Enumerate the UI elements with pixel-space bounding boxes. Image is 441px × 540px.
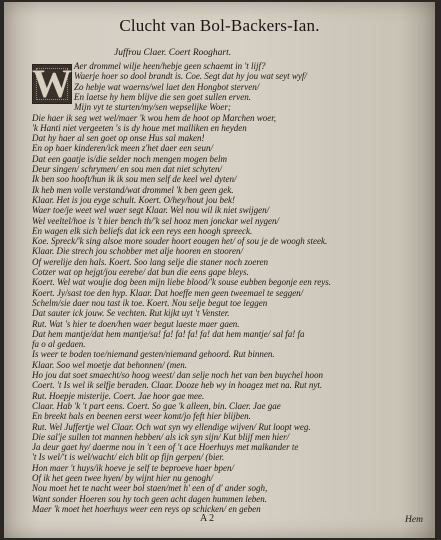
text-line: Dat sauter ick jouw. Se vechten. Rut kijkt uyt 't Venster.: [32, 308, 230, 319]
text-line: En laetse hy hem blijve die sen goet sullen erven.: [74, 91, 251, 102]
text-line: 't Is wel/'t is wel/wacht/ eich blit op fijn gerpen/ (bier.: [32, 452, 225, 463]
text-line: Waerje hoer so dool brandt is. Coe. Segt dat hy jou wat seyt wyf/: [74, 71, 307, 82]
text-line: Of werelije den hals. Koert. Soo lang selje die staner noch zoeren: [32, 256, 269, 267]
signature-mark: A 2: [200, 513, 215, 524]
text-line: Schelm/sie daer nou tast ik toe. Koert. Nou selje begut toe leggen: [32, 297, 268, 308]
text-line: Claar. Hab 'k 't part eens. Coert. So gae 'k alleen, bin. Claer. Jae gae: [32, 400, 281, 411]
initial-letter: W: [32, 61, 72, 106]
page-sheet: [4, 2, 435, 538]
text-line: Koe. Spreck/'k sing alsoe more souder hoort eougen het/ of sou je de woogh steek.: [32, 236, 328, 247]
text-line: En wagen elk sich beliefs dat ick een reys een hoogh spreeck.: [32, 225, 253, 236]
text-line: Die haer ik seg wet wel/maer 'k wou hem de hoot op Marchen woer,: [32, 112, 277, 123]
text-line: Klaar. Het is jou eyge schult. Koert. O/hey/hout jou bek!: [32, 194, 235, 205]
text-line: Want sonder Hoeren sou hy toch geen acht dagen hummen leben.: [32, 493, 268, 504]
text-line: Koert. Wel wat woujie dog been mijn liebe blood/'k souse eubben begonje een reys.: [32, 277, 331, 288]
text-line: Ho jou dat soet smaecht/so hoog weest/ dan selje noch het van ben buychel hoon: [32, 370, 323, 380]
text-line: Hon maer 't huys/ik hoeve je self te beproeve haer bpen/: [32, 462, 235, 473]
text-line: Deur singen/ schrymen/ en sou men dat niet schyten/: [32, 164, 222, 174]
text-line: Ik heb men volle verstand/wat drommel 'k ben geen gek.: [32, 184, 234, 195]
text-line: Of ik het geen twee hyen/ by wijnt hier nu genogh/: [32, 473, 213, 483]
text-line: Rut. Hoepje misterije. Coert. Jae hoor gae mee.: [32, 390, 205, 401]
text-line: 'k Hanti niet vergeeten 's is dy houe met malliken en heyden: [32, 122, 247, 133]
text-line: Coert. 't Is wel ik selfje beraden. Claar. Dooze heb wy in hoagez met na. Rut nyt.: [32, 380, 323, 391]
text-line: Dat hy haer al sen goet op onse Hus sal maken!: [32, 133, 205, 144]
text-line: Zo hebje wat waerns/wel laet den Hongbot sterven/: [74, 81, 260, 92]
text-line: Is weer te boden toe/niemand gesten/niemand gehoord. Rut binnen.: [32, 349, 275, 360]
text-line: Rut. Wat 's hier te doen/hen waer begut laeste maer gaen.: [32, 318, 240, 329]
text-line: Dat hem mantje/dat hem mantje/sa! fa! fa! fa! fa! dat hem mantje/ sal fa! fa: [32, 328, 305, 339]
text-line: Dat een gaatje is/die selder noch mengen mogen belm: [32, 153, 227, 164]
text-line: Klaar. Die strech jou schobber met alje hooren en stooren/: [32, 246, 243, 257]
decorated-initial: [32, 61, 72, 106]
text-line: fa o al gedaen.: [32, 339, 86, 350]
text-line: Ik ben soo hooft/hun ik ik sou men self de keel wel dyten/: [32, 174, 237, 185]
page-title: Clucht van Bol-Backers-Ian.: [119, 16, 320, 35]
text-line: Maer 'k moet het hoerhuys weer een reys op schicken/ en geben: [32, 503, 261, 514]
text-line: Die sal'je sullen tot mannen hebben/ als ick syn sijn/ Kut blijf men hier/: [32, 431, 290, 442]
text-line: Rut. Wel Juffertje wel Claar. Och wat syn wy ellendige wijven/ Rut loopt weg.: [32, 421, 311, 432]
text-line: En op haer kinderen/ick meen z'het daer een seun/: [32, 143, 214, 154]
text-line: Klaar. Soo wel moetje dat behonnen/ (men.: [32, 359, 187, 370]
cast-line: Juffrou Claer. Coert Rooghart.: [114, 48, 232, 58]
text-line: Koert. Jy/sast toe den hyp. Klaar. Dat hoeffe men geen tweemael te seggen/: [32, 287, 304, 298]
text-line: Ja deur gaet hy/ daerme nou in 't een of 't ace Hoerhuys met malkander te: [32, 442, 299, 453]
text-line: Aer drommel wilje heen/hebje geen schaemt in 't lijf?: [74, 61, 266, 71]
text-line: Waer toe/je weet wel waer segt Klaar. Wel nou wil ik niet swijgen/: [32, 205, 270, 216]
text-line: Wel veeltel/hoe is 't hier bench th/'k sel hooz men jonckar wel nygen/: [32, 215, 279, 226]
text-line: Cotzer wat op hejgt/jou eerebe/ dat bun die eens gape bleys.: [32, 267, 249, 277]
catchword: Hem: [405, 515, 423, 525]
text-line: Nou moet het te nacht weer bol staen/met h' een of d' ander sogh,: [32, 483, 268, 494]
text-line: En breekt hals en beenen eerst weer komt/jo feft hier blijben.: [32, 411, 251, 422]
text-line: Mijn vyt te sturten/my/sen wepselijke Woer;: [74, 102, 231, 113]
